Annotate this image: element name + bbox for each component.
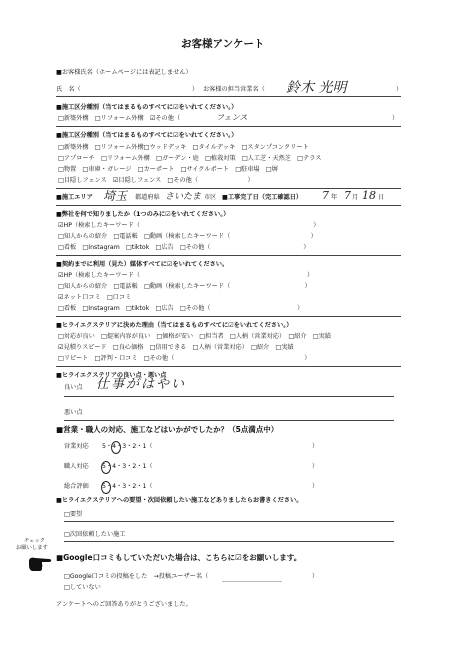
rep-close: ） xyxy=(396,86,403,93)
date-year: 7 xyxy=(322,189,329,202)
rating-close-sales: ） xyxy=(312,443,319,450)
thanks-text: アンケートへのご回答ありがとうございました。 xyxy=(56,601,192,608)
date-month-suffix: 月 xyxy=(352,194,359,201)
construction-type-header: ■施工区分種別（当てはまるものすべてに☑をいれてください。） xyxy=(56,104,238,111)
date-day: 18 xyxy=(362,189,376,202)
bad-point-label: 悪い点 xyxy=(64,409,83,416)
how-known-row-3: □看板 □Instagram □tiktok □広告 □その他（ ） xyxy=(58,244,310,251)
how-known-header: ■弊社を何で知りましたか（1つのみに☑をいれてください。） xyxy=(56,211,230,218)
name-label: 氏 名（ xyxy=(56,86,81,93)
decision-reason-header: ■ヒライエクステリアに決めた理由（当てはまるものすべてに☑をいれてください。） xyxy=(56,322,293,329)
area-city-suffix: 市区 xyxy=(204,194,217,201)
google-row-posted-close: ） xyxy=(312,573,319,580)
rep-value: 鈴木 光明 xyxy=(286,80,347,96)
construction-detail-row-2: □アプローチ □リフォーム外構 □ガーデン・庭 □植栽対策 □人工芝・天然芝 □テラス xyxy=(58,155,322,162)
divider xyxy=(56,205,401,206)
google-row-posted: □Google口コミの投稿をした →投稿ユーザー名（ xyxy=(64,573,209,580)
bad-point-underline xyxy=(64,420,394,421)
good-point-label: 良い点 xyxy=(64,384,83,391)
divider xyxy=(56,366,401,367)
how-known-row-2: □知人からの紹介 □電話帳 □動画（検索したキーワード（ ） xyxy=(58,233,317,240)
rep-label: お客様の担当営業名（ xyxy=(203,86,265,93)
rating-label-overall: 総合評価 xyxy=(64,483,89,490)
google-header: ■Google口コミもしていただいた場合は、こちらに☑をお願いします。 xyxy=(56,553,302,562)
good-point-value: 仕事がはやい xyxy=(96,377,187,392)
construction-detail-row-3: □物置 □車庫・ガレージ □カーポート □サイクルポート □駐車場 □塀 xyxy=(58,166,278,173)
good-point-underline xyxy=(64,396,394,397)
area-pref-suffix: 都道府県 xyxy=(135,194,160,201)
rating-header: ■営業・職人の対応、施工などはいかがでしたか？（5点満点中） xyxy=(56,425,279,434)
area-city: さいたま xyxy=(165,192,202,202)
decision-reason-row-3: □リピート □評判・口コミ □その他（ ） xyxy=(58,355,311,362)
next-work-label: □次回依頼したい施工 xyxy=(64,531,126,538)
date-day-suffix: 日 xyxy=(378,194,385,201)
name-section-header: ■お客様氏名（ホームページには表記しません） xyxy=(56,69,192,76)
rating-selected-overall xyxy=(101,481,111,494)
rating-selected-craftsman xyxy=(101,461,111,474)
name-underline xyxy=(56,96,401,97)
check-note-bottom: お願いします xyxy=(16,545,48,551)
next-work-underline xyxy=(64,541,394,542)
date-label: ■工事完了日（完工確認日） xyxy=(222,194,303,201)
decision-reason-row-2: ☑見積りスピード □良心価格 □信用できる □人柄（営業対応） □紹介 □実績 xyxy=(58,344,294,351)
media-used-header: ■契約までに利用（見た）媒体すべてに☑をいれてください。 xyxy=(56,261,229,268)
page-title: お客様アンケート xyxy=(181,38,265,50)
media-used-row-3: ☑ネット口コミ □口コミ xyxy=(58,294,132,301)
date-month: 7 xyxy=(344,189,351,202)
construction-detail-row-1: □新築外構 □リフォーム外構□ウッドデッキ □タイルデッキ □スタンプコンクリート xyxy=(58,144,309,151)
request-underline xyxy=(64,521,394,522)
media-used-row-1: ☑HP（検索したキーワード（ ） xyxy=(58,272,314,279)
check-note-top: チェック xyxy=(24,538,46,544)
media-used-row-4: □看板 □Instagram □tiktok □広告 □その他（ ） xyxy=(58,305,304,312)
pointing-hand-icon xyxy=(27,553,55,575)
construction-detail-header: ■施工区分種別（当てはまるものすべてに☑をいれてください。） xyxy=(56,132,238,139)
request-label: □要望 xyxy=(64,511,83,518)
rating-label-craftsman: 職人対応 xyxy=(64,463,89,470)
area-label: ■施工エリア xyxy=(56,194,93,201)
media-used-row-2: □知人からの紹介 □電話帳 □動画（検索したキーワード（ ） xyxy=(58,283,311,290)
rating-close-overall: ） xyxy=(312,483,319,490)
good-bad-header: ■ヒライエクステリアの良い点・悪い点 xyxy=(56,372,167,379)
construction-type-other-value: フェンス xyxy=(216,113,248,122)
decision-reason-row-1: □対応が良い □提案内容が良い □価格が安い □担当者 □人柄（営業対応） □紹介 □実績 xyxy=(58,333,331,340)
divider xyxy=(56,126,401,127)
rating-scale-sales: 5・4・3・2・1（ xyxy=(102,443,153,450)
divider xyxy=(56,316,401,317)
date-year-suffix: 年 xyxy=(331,194,338,201)
construction-detail-row-4: □目隠しフェンス ☑目隠しフェンス □その他（ ） xyxy=(58,177,254,184)
area-prefecture: 埼玉 xyxy=(103,189,128,203)
divider xyxy=(56,255,401,256)
rating-label-sales: 営業対応 xyxy=(64,443,89,450)
future-header: ■ヒライエクステリアへの要望・次回依頼したい施工などありましたらお書きください。 xyxy=(56,497,303,504)
name-close: ） xyxy=(192,86,199,93)
google-row-not-posted: □していない xyxy=(64,584,101,591)
google-username-underline xyxy=(222,581,282,582)
construction-type-other-close: ） xyxy=(392,115,399,122)
how-known-row-1: ☑HP（検索したキーワード（ ） xyxy=(58,222,320,229)
rating-selected-sales xyxy=(111,441,121,454)
rating-scale-overall: 5・4・3・2・1（ xyxy=(102,483,153,490)
rating-scale-craftsman: 5・4・3・2・1（ xyxy=(102,463,153,470)
construction-type-options: □新築外構 □リフォーム外構 ☑その他（ xyxy=(58,115,181,122)
rating-close-craftsman: ） xyxy=(312,463,319,470)
